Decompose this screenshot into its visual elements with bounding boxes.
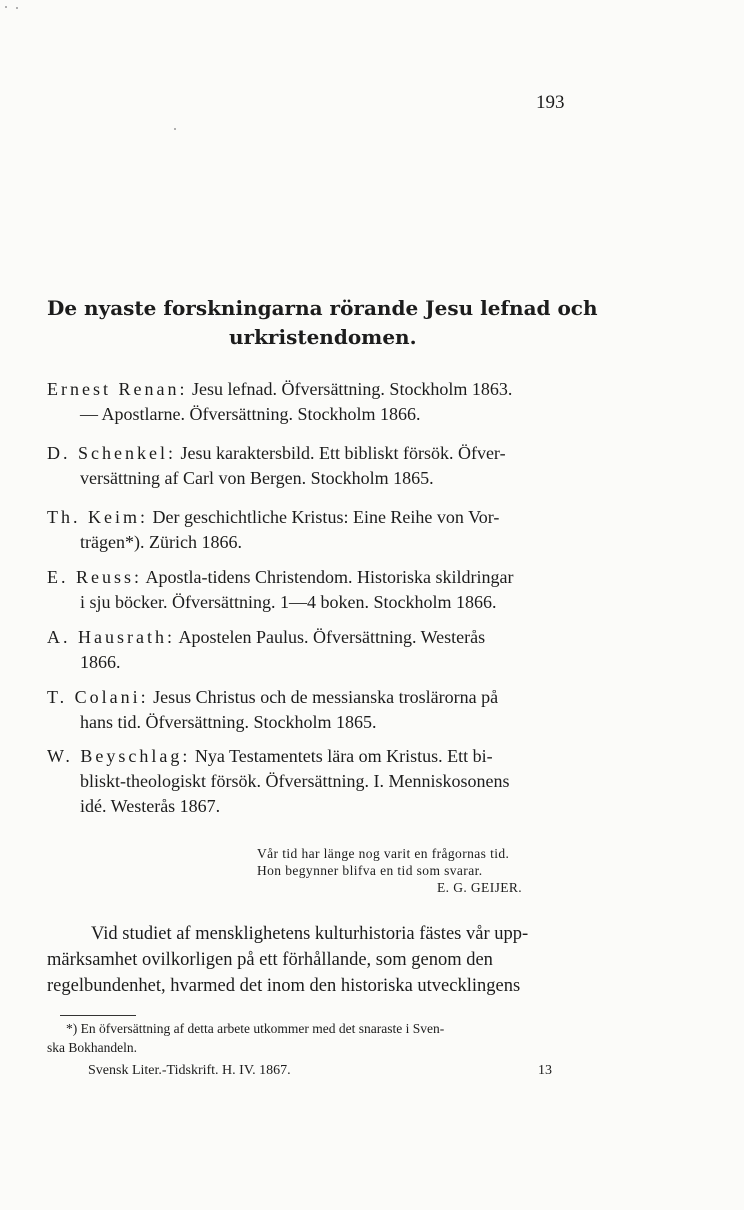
entry-author: T. Colani: (47, 687, 149, 707)
entry-text: Nya Testamentets lära om Kristus. Ett bi- (190, 746, 493, 766)
entry-text: Apostla-tidens Christendom. Historiska skildringar (142, 567, 514, 587)
sheet-number: 13 (538, 1063, 552, 1078)
body-line-3: regelbundenhet, hvarmed det inom den historiska utvecklingens (47, 976, 521, 996)
entry-reuss-line-1 (47, 567, 514, 588)
scan-speck (174, 128, 176, 130)
entry-renan-line-2: — Apostlarne. Öfversättning. Stockholm 1866. (80, 404, 421, 424)
chapter-title-line-1: De nyaste forskningarna rörande Jesu lefnad och (47, 296, 598, 320)
entry-beyschlag-line-1 (47, 746, 493, 767)
page-number: 193 (536, 92, 565, 113)
scan-speck (16, 7, 18, 9)
entry-keim-line-2: trägen*). Zürich 1866. (80, 532, 242, 552)
footnote-line-2: ska Bokhandeln. (47, 1040, 137, 1055)
entry-author: Ernest Renan: (47, 379, 188, 399)
entry-author: W. Beyschlag: (47, 746, 191, 766)
entry-keim-line-1 (47, 507, 499, 528)
entry-text: Jesu karaktersbild. Ett bibliskt försök. Öfver- (175, 443, 506, 463)
footnote-rule (60, 1015, 136, 1016)
entry-text: Der geschichtliche Kristus: Eine Reihe von Vor- (148, 507, 500, 527)
entry-colani-line-2: hans tid. Öfversättning. Stockholm 1865. (80, 712, 377, 732)
journal-signature: Svensk Liter.-Tidskrift. H. IV. 1867. (88, 1063, 291, 1078)
entry-schenkel-line-1 (47, 443, 506, 464)
entry-author: A. Hausrath: (47, 627, 175, 647)
entry-author: D. Schenkel: (47, 443, 176, 463)
body-line-1: Vid studiet af mensklighetens kulturhistoria fästes vår upp- (91, 924, 529, 944)
motto-line-1: Vår tid har länge nog varit en frågornas tid. (257, 846, 510, 861)
entry-author: Th. Keim: (47, 507, 148, 527)
entry-text: Jesu lefnad. Öfversättning. Stockholm 1863. (187, 379, 513, 399)
entry-text: Apostelen Paulus. Öfversättning. Westerås (174, 627, 486, 647)
entry-hausrath-line-1 (47, 627, 485, 648)
chapter-title-line-2: urkristendomen. (229, 325, 417, 349)
entry-colani-line-1 (47, 687, 498, 708)
entry-beyschlag-line-3: idé. Westerås 1867. (80, 796, 221, 816)
scan-speck (5, 6, 7, 8)
entry-text: Jesus Christus och de messianska troslärorna på (148, 687, 499, 707)
entry-hausrath-line-2: 1866. (80, 652, 121, 672)
entry-schenkel-line-2: versättning af Carl von Bergen. Stockholm 1865. (80, 468, 434, 488)
footnote-line-1: *) En öfversättning af detta arbete utkommer med det snaraste i Sven- (66, 1021, 445, 1036)
entry-beyschlag-line-2: bliskt-theologiskt försök. Öfversättning. I. Menniskosonens (80, 771, 510, 791)
entry-reuss-line-2: i sju böcker. Öfversättning. 1—4 boken. Stockholm 1866. (80, 592, 497, 612)
body-line-2: märksamhet ovilkorligen på ett förhållande, som genom den (47, 950, 493, 970)
entry-renan-line-1 (47, 379, 512, 400)
motto-attribution: E. G. GEIJER. (437, 880, 523, 895)
entry-author: E. Reuss: (47, 567, 143, 587)
motto-line-2: Hon begynner blifva en tid som svarar. (257, 863, 483, 878)
